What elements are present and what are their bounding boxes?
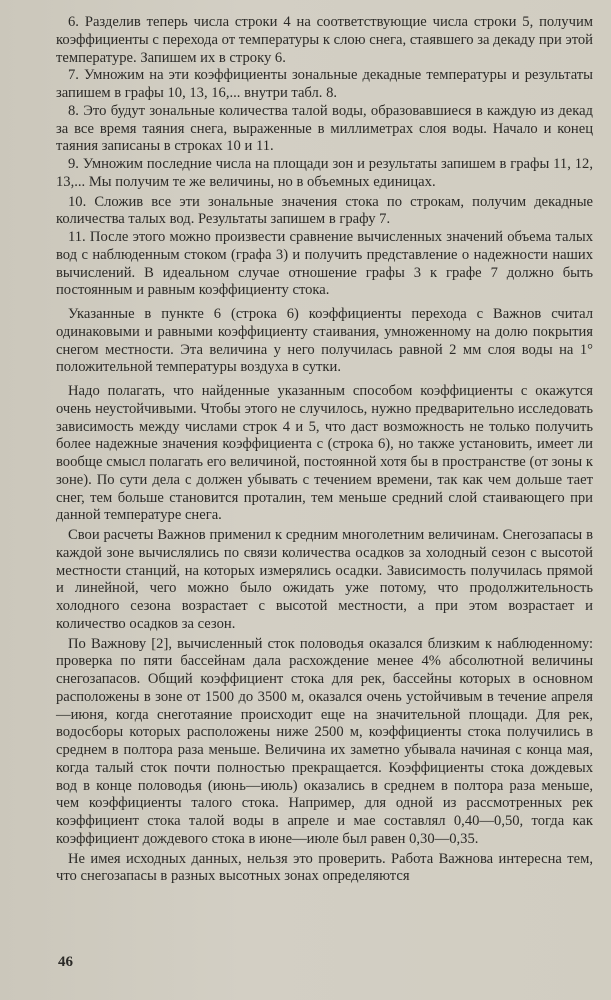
- paragraph-item-11: 11. После этого можно произвести сравнение вычисленных значений объема талых вод с наблюденным стоком (графа 3) и получить представление о надежности наших вычислений. В идеальном случае отношение графы 3 к графе 7 должно быть постоянным и равным коэффициенту стока.: [56, 229, 593, 299]
- paragraph-item-9: 9. Умножим последние числа на площади зон и результаты запишем в графы 11, 12, 13,... Мы получим те же величины, но в объемных единицах.: [56, 156, 593, 190]
- paragraph-item-10: 10. Сложив все эти зональные значения стока по строкам, получим декадные количества талых вод. Результаты запишем в графу 7.: [56, 193, 593, 228]
- paragraph-vazhnov-results: По Важнову [2], вычисленный сток половодья оказался близким к наблюденному: проверка по пяти бассейнам дала расхождение менее 4% абсолютной величины снегозапасов. Общий коэффициент стока для рек, бассейны которых в основном расположены в зоне от 1500 до 3500 м, оказался очень устойчивым в течение апреля—июня, когда снеготаяние происходит еще на значительной площади. Для рек, водосборы которых расположены ниже 2500 м, коэффициенты стока получились в среднем в полтора раза меньше. Величина их заметно убывала начиная с конца мая, когда талый сток почти полностью прекращается. Коэффициенты стока дождевых вод в конце половодья (июнь—июль) оказались в среднем в полтора раза меньше, чем коэффициенты талого стока. Например, для одной из рассмотренных рек коэффициент стока талой воды в апреле и мае составлял 0,40—0,50, тогда как коэффициент дождевого стока в июне—июле был равен 0,30—0,35.: [56, 635, 593, 847]
- paragraph-item-7: 7. Умножим на эти коэффициенты зональные декадные температуры и результаты запишем в графы 10, 13, 16,... внутри табл. 8.: [56, 67, 593, 101]
- body-text: [56, 14, 593, 886]
- paragraph-calculations: Свои расчеты Важнов применил к средним многолетним величинам. Снегозапасы в каждой зоне вычислялись по связи количества осадков за холодный сезон с высотой местности станций, на которых измерялись осадки. Зависимость получилась прямой и линейной, чего можно было ожидать уже потому, что продолжительность холодного сезона возрастает с высотой местности, а при этом возрастает и количество осадков за сезон.: [56, 527, 593, 632]
- paragraph-instability: Надо полагать, что найденные указанным способом коэффициенты c окажутся очень неустойчивыми. Чтобы этого не случилось, нужно предварительно исследовать зависимость между числами строк 4 и 5, что даст возможность не только получить более надежные значения коэффициента c (строка 6), но также установить, имеет ли вообще смысл полагать его величиной, постоянной хотя бы в пространстве (от зоны к зоне). По сути дела c должен убывать с течением времени, так как чем дольше тает снег, тем больше становится проталин, тем меньше средний слой стаивающего при данной температуре снега.: [56, 383, 593, 524]
- page-number: 46: [58, 954, 73, 970]
- paragraph-item-8: 8. Это будут зональные количества талой воды, образовавшиеся в каждую из декад за все время таяния снега, выраженные в миллиметрах слоя воды. Начало и конец таяния записаны в строках 10 и 11.: [56, 102, 593, 155]
- paragraph-conclusion: Не имея исходных данных, нельзя это проверить. Работа Важнова интересна тем, что снегозапасы в разных высотных зонах определяются: [56, 850, 593, 885]
- paragraph-transfer-coefficients: Указанные в пункте 6 (строка 6) коэффициенты перехода c Важнов считал одинаковыми и равными коэффициенту стаивания, умноженному на долю покрытия снегом местности. Эта величина у него получилась равной 2 мм слоя воды на 1° положительной температуры воздуха в сутки.: [56, 306, 593, 376]
- paragraph-item-6: 6. Разделив теперь числа строки 4 на соответствующие числа строки 5, получим коэффициенты c перехода от температуры к слою снега, стаявшего за декаду при этой температуре. Запишем их в строку 6.: [56, 14, 593, 66]
